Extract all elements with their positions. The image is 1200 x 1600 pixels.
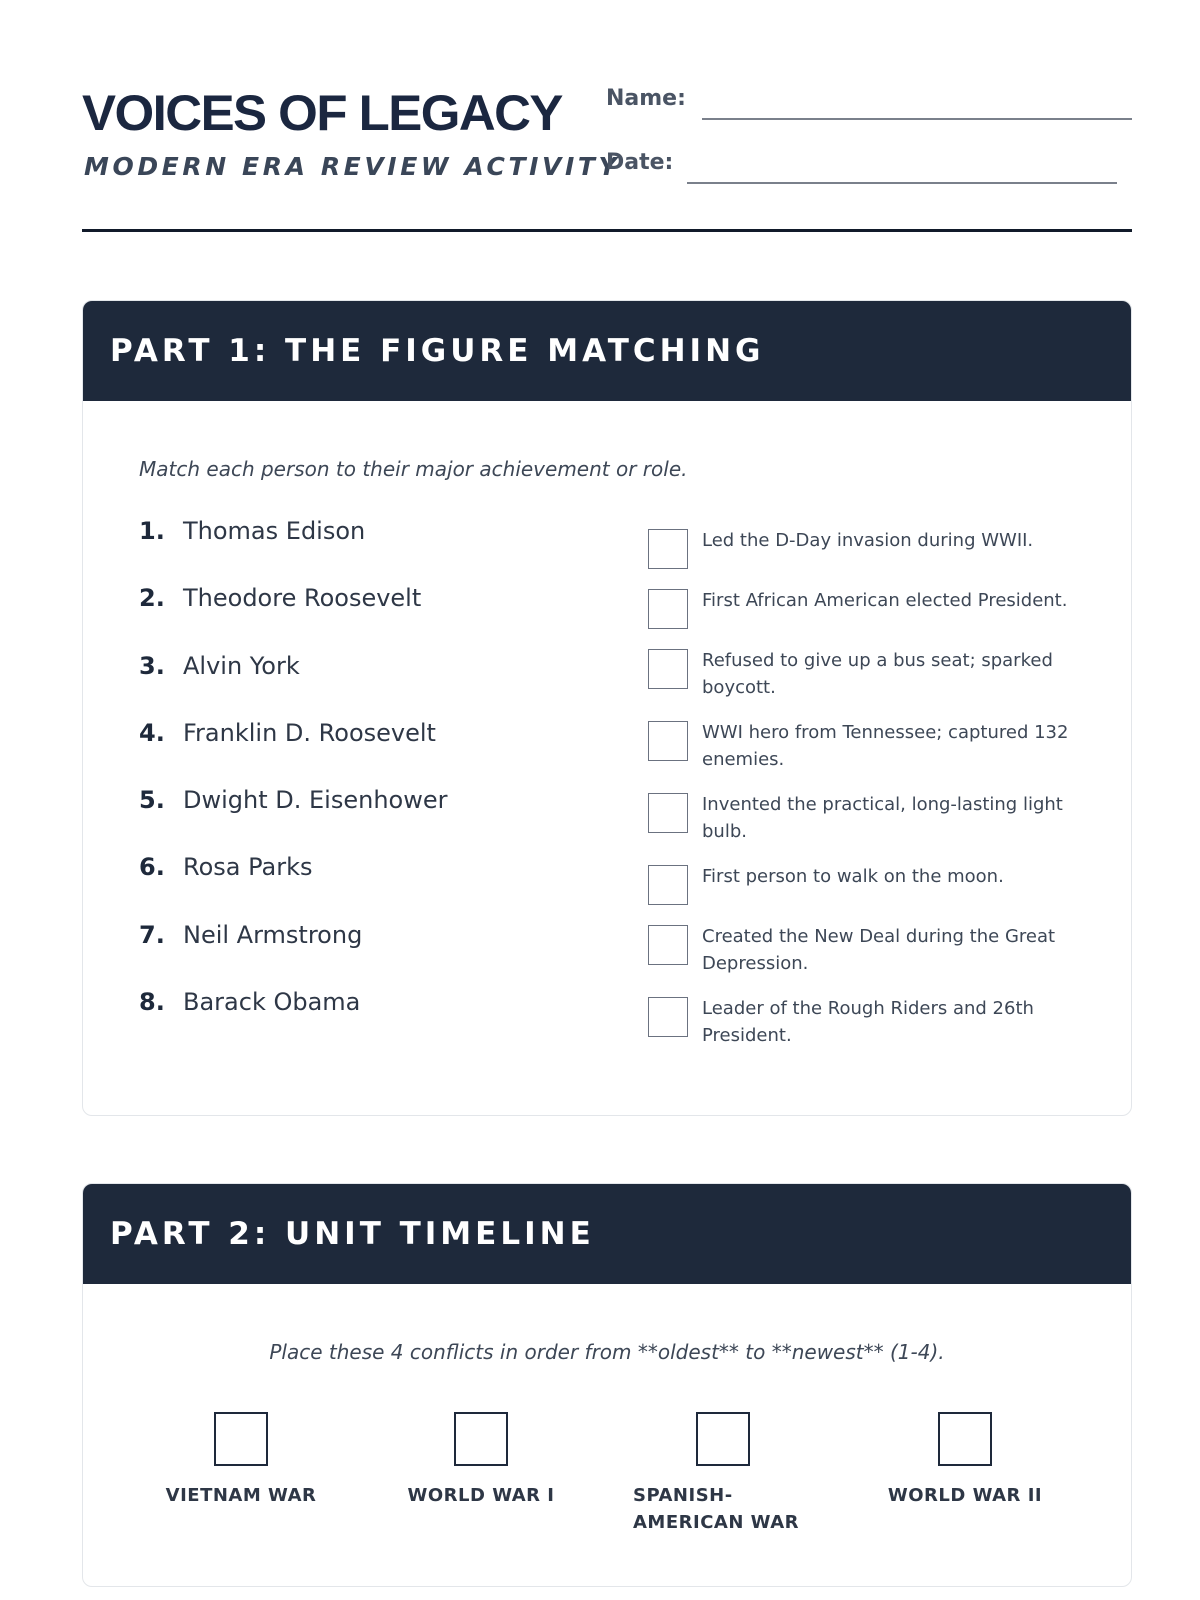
worksheet-title: VOICES OF LEGACY xyxy=(82,85,562,141)
order-box[interactable] xyxy=(214,1412,268,1466)
person-name: Barack Obama xyxy=(183,988,361,1017)
item-number: 6. xyxy=(139,853,165,882)
date-label: Date: xyxy=(606,150,674,175)
worksheet-header xyxy=(82,80,1132,232)
conflict-label: SPANISH-AMERICAN WAR xyxy=(633,1485,800,1533)
answer-row xyxy=(648,649,1108,701)
person-name: Dwight D. Eisenhower xyxy=(183,786,448,815)
date-field[interactable] xyxy=(687,182,1117,184)
item-number: 2. xyxy=(139,584,165,613)
conflict-label: WORLD WAR II xyxy=(887,1485,1043,1506)
part2-heading: PART 2: UNIT TIMELINE xyxy=(110,1216,595,1252)
order-box[interactable] xyxy=(938,1412,992,1466)
header-divider xyxy=(82,229,1132,232)
achievements-list xyxy=(648,529,1108,1069)
answer-row xyxy=(648,529,1108,569)
part2-section xyxy=(82,1183,1132,1587)
answer-box[interactable] xyxy=(648,721,688,761)
answer-row xyxy=(648,925,1108,977)
person-name: Franklin D. Roosevelt xyxy=(183,718,436,747)
people-list xyxy=(139,517,619,1055)
order-box[interactable] xyxy=(696,1412,750,1466)
achievement-text: First African American elected President. xyxy=(702,590,1068,611)
timeline-item xyxy=(865,1412,1065,1509)
conflict-label: WORLD WAR I xyxy=(407,1485,555,1506)
list-item xyxy=(139,584,619,651)
achievement-text: First person to walk on the moon. xyxy=(702,866,1004,887)
answer-row xyxy=(648,793,1108,845)
achievement-text: Invented the practical, long-lasting light bulb. xyxy=(702,794,1063,842)
name-field[interactable] xyxy=(702,118,1132,120)
list-item xyxy=(139,517,619,584)
answer-row xyxy=(648,589,1108,629)
item-number: 1. xyxy=(139,517,165,545)
conflict-label: VIETNAM WAR xyxy=(165,1485,317,1506)
list-item xyxy=(139,988,619,1055)
answer-box[interactable] xyxy=(648,589,688,629)
item-number: 3. xyxy=(139,651,165,680)
person-name: Thomas Edison xyxy=(183,517,366,545)
part2-header xyxy=(83,1184,1131,1284)
list-item xyxy=(139,786,619,853)
answer-box[interactable] xyxy=(648,649,688,689)
timeline-item xyxy=(381,1412,581,1509)
person-name: Rosa Parks xyxy=(183,853,313,882)
part1-instructions: Match each person to their major achievement or role. xyxy=(139,457,688,481)
item-number: 8. xyxy=(139,988,165,1017)
part1-section xyxy=(82,300,1132,1116)
answer-box[interactable] xyxy=(648,529,688,569)
part1-header xyxy=(83,301,1131,401)
achievement-text: Created the New Deal during the Great Depression. xyxy=(702,926,1056,974)
answer-box[interactable] xyxy=(648,925,688,965)
achievement-text: WWI hero from Tennessee; captured 132 enemies. xyxy=(702,722,1069,770)
worksheet-subtitle: MODERN ERA REVIEW ACTIVITY xyxy=(84,152,621,181)
item-number: 4. xyxy=(139,718,165,747)
person-name: Theodore Roosevelt xyxy=(183,584,422,613)
answer-box[interactable] xyxy=(648,865,688,905)
list-item xyxy=(139,921,619,988)
answer-box[interactable] xyxy=(648,997,688,1037)
timeline-row xyxy=(83,1412,1131,1552)
answer-row xyxy=(648,721,1108,773)
person-name: Alvin York xyxy=(183,651,300,680)
achievement-text: Leader of the Rough Riders and 26th President. xyxy=(702,998,1034,1046)
achievement-text: Refused to give up a bus seat; sparked boycott. xyxy=(702,650,1053,698)
list-item xyxy=(139,853,619,920)
item-number: 5. xyxy=(139,786,165,815)
list-item xyxy=(139,719,619,786)
name-label: Name: xyxy=(606,86,686,111)
part1-heading: PART 1: THE FIGURE MATCHING xyxy=(110,333,765,369)
timeline-item xyxy=(141,1412,341,1509)
part2-instructions: Place these 4 conflicts in order from **oldest** to **newest** (1-4). xyxy=(269,1340,945,1364)
answer-box[interactable] xyxy=(648,793,688,833)
timeline-item xyxy=(623,1412,823,1536)
item-number: 7. xyxy=(139,920,165,949)
person-name: Neil Armstrong xyxy=(183,920,363,949)
answer-row xyxy=(648,997,1108,1049)
answer-row xyxy=(648,865,1108,905)
order-box[interactable] xyxy=(454,1412,508,1466)
achievement-text: Led the D-Day invasion during WWII. xyxy=(702,530,1034,551)
list-item xyxy=(139,652,619,719)
